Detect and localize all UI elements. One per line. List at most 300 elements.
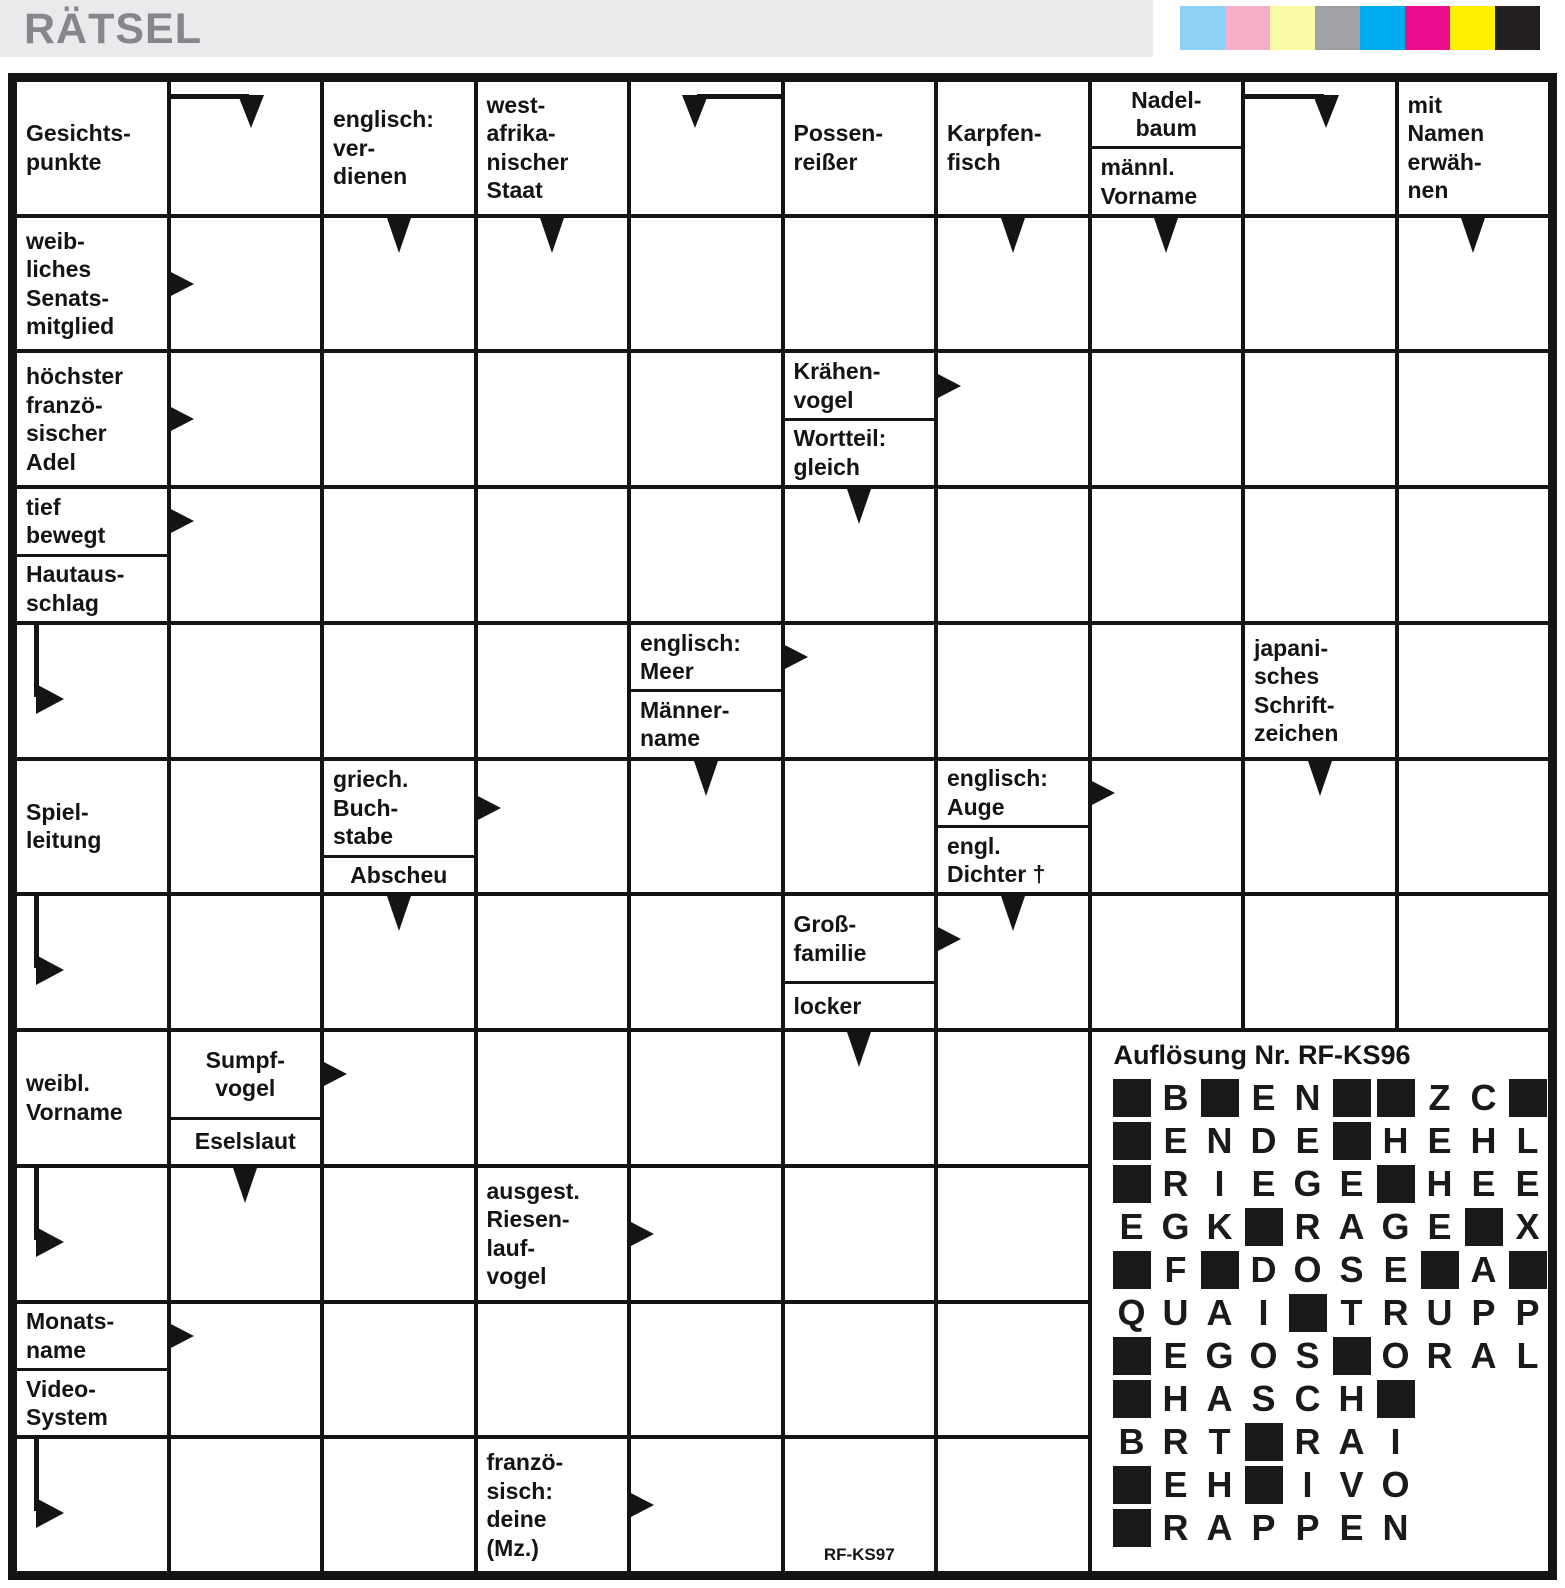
answer-cell[interactable] [476,894,630,1030]
solution-slot [1242,1162,1286,1205]
solution-slot [1330,1076,1374,1119]
solution-slot [1154,1205,1198,1248]
answer-cell[interactable] [783,1030,937,1166]
solution-letter: E [1163,1334,1188,1376]
clue-text: Gesichts- [26,120,131,147]
solution-block [1333,1337,1371,1375]
solution-letter: C [1294,1377,1321,1419]
solution-empty-slot [1506,1463,1550,1506]
solution-slot [1242,1334,1286,1377]
header-bar [0,0,1565,57]
solution-slot [1198,1463,1242,1506]
solution-letter: T [1208,1420,1231,1462]
answer-cell[interactable] [936,623,1090,759]
puzzle-id-label: RF-KS97 [823,1545,895,1564]
clue-text: Adel [26,448,76,475]
solution-letter: R [1162,1420,1189,1462]
solution-block [1245,1466,1283,1504]
solution-block [1509,1251,1547,1289]
solution-slot [1154,1162,1198,1205]
solution-slot [1198,1076,1242,1119]
solution-slot [1154,1291,1198,1334]
solution-slot [1462,1205,1506,1248]
solution-block [1113,1251,1151,1289]
answer-cell[interactable] [629,759,783,895]
clue-text: west- [486,91,546,118]
bent-arrow-icon [1313,95,1339,128]
answer-cell[interactable] [15,623,169,759]
answer-cell[interactable] [629,216,783,352]
clue-text: mitglied [26,313,115,340]
clue-text: tief [26,493,61,520]
answer-cell[interactable] [322,1030,476,1166]
solution-slot [1286,1119,1330,1162]
clue-text: höchster [26,363,124,390]
clue-text: weibl. [26,1070,90,1097]
solution-slot [1110,1119,1154,1162]
solution-letter: I [1258,1291,1269,1333]
clue-text: vogel [215,1075,276,1102]
clue-text: Wortteil: [793,425,887,452]
solution-letter: I [1214,1162,1225,1204]
answer-cell[interactable] [169,80,323,216]
solution-slot [1242,1076,1286,1119]
solution-slot [1462,1334,1506,1377]
answer-cell[interactable] [169,894,323,1030]
answer-cell[interactable] [629,894,783,1030]
answer-cell[interactable] [1243,759,1397,895]
answer-cell[interactable] [476,351,630,487]
solution-slot [1110,1506,1154,1549]
answer-cell[interactable] [476,216,630,352]
answer-cell[interactable] [322,894,476,1030]
solution-slot [1506,1076,1550,1119]
down-arrow-icon [1153,215,1179,253]
solution-block [1113,1380,1151,1418]
answer-cell[interactable] [783,1166,937,1302]
solution-row [1110,1334,1545,1377]
clue-text: punkte [26,148,102,175]
solution-row [1110,1377,1545,1420]
solution-slot [1154,1119,1198,1162]
solution-letter: O [1249,1334,1278,1376]
bent-arrow-icon [169,94,250,99]
answer-cell[interactable] [15,894,169,1030]
solution-slot [1154,1506,1198,1549]
answer-cell[interactable] [629,351,783,487]
solution-slot [1462,1076,1506,1119]
answer-cell[interactable] [322,487,476,623]
right-arrow-icon [934,372,961,400]
answer-cell[interactable] [1243,487,1397,623]
answer-cell[interactable] [322,623,476,759]
clue-text: Vorname [1100,182,1198,209]
solution-slot [1198,1420,1242,1463]
down-arrow-icon [1460,215,1486,253]
answer-cell[interactable] [783,1437,937,1573]
clue-text: fisch [947,148,1001,175]
solution-letter: H [1206,1463,1233,1505]
clue-text: familie [793,939,867,966]
solution-slot [1154,1420,1198,1463]
solution-letter: S [1251,1377,1276,1419]
clue-text: name [640,725,701,752]
right-arrow-icon [934,925,961,953]
clue-part [324,82,474,214]
solution-slot [1418,1119,1462,1162]
solution-letter: G [1161,1205,1190,1247]
solution-slot [1374,1205,1418,1248]
down-arrow-icon [846,1029,872,1067]
solution-row [1110,1162,1545,1205]
solution-slot [1418,1162,1462,1205]
clue-text: sches [1254,663,1320,690]
solution-block [1113,1509,1151,1547]
clue-text: Vorname [26,1098,123,1125]
clue-part [1092,82,1242,146]
solution-letter: P [1251,1506,1276,1548]
solution-letter: L [1516,1334,1539,1376]
solution-letter: Q [1117,1291,1146,1333]
answer-cell[interactable] [1397,623,1551,759]
down-arrow-icon [846,486,872,524]
answer-cell[interactable] [936,1302,1090,1438]
answer-cell[interactable] [476,759,630,895]
solution-slot [1462,1248,1506,1291]
clue-part [17,82,167,214]
clue-part [324,855,474,892]
solution-letter: S [1339,1248,1364,1290]
solution-letter: G [1205,1334,1234,1376]
down-arrow-icon [386,893,412,931]
bent-arrow-icon [36,684,64,714]
clue-text: Nadel- [1131,86,1202,113]
bent-arrow-icon [1243,94,1324,99]
clue-part [17,489,167,553]
color-swatch [1405,6,1450,50]
solution-empty-slot [1418,1377,1462,1420]
solution-block [1201,1079,1239,1117]
answer-cell[interactable] [783,1302,937,1438]
answer-cell[interactable] [169,1437,323,1573]
color-swatch [1180,6,1225,50]
answer-cell[interactable] [936,1030,1090,1166]
solution-slot [1286,1162,1330,1205]
answer-cell[interactable] [15,1437,169,1573]
solution-row [1110,1248,1545,1291]
clue-text: baum [1135,115,1197,142]
solution-letter: E [1295,1119,1320,1161]
clue-part [938,825,1088,892]
solution-letter: K [1206,1205,1233,1247]
clue-part [17,554,167,621]
solution-slot [1286,1463,1330,1506]
clue-cell [169,1030,323,1166]
bent-arrow-icon [36,1498,64,1528]
answer-cell[interactable] [936,1437,1090,1573]
solution-slot [1286,1420,1330,1463]
color-swatch [1225,6,1270,50]
clue-text: nischer [486,148,569,175]
solution-letter: N [1382,1506,1409,1548]
bent-arrow-icon [238,95,264,128]
clue-part [171,1032,321,1116]
solution-letter: A [1470,1334,1497,1376]
solution-letter: G [1381,1205,1410,1247]
clue-text: engl. [947,832,1001,859]
solution-letter: N [1294,1076,1321,1118]
answer-cell[interactable] [476,487,630,623]
clue-text: Hautaus- [26,561,125,588]
clue-part [17,1304,167,1368]
clue-text: bewegt [26,522,106,549]
answer-cell[interactable] [1090,623,1244,759]
answer-cell[interactable] [1397,759,1551,895]
clue-text: vogel [793,386,854,413]
right-arrow-icon [167,270,194,298]
answer-cell[interactable] [936,487,1090,623]
solution-letter: E [1163,1119,1188,1161]
clue-part [785,82,935,214]
clue-text: Auge [947,793,1005,820]
clue-text: weib- [26,227,85,254]
answer-cell[interactable] [783,216,937,352]
solution-row [1110,1463,1545,1506]
answer-cell[interactable] [476,1030,630,1166]
clue-text: Schrift- [1254,691,1335,718]
answer-cell[interactable] [322,216,476,352]
answer-cell[interactable] [936,216,1090,352]
answer-cell[interactable] [629,1302,783,1438]
solution-letter: D [1250,1248,1277,1290]
answer-cell[interactable] [783,487,937,623]
solution-letter: P [1515,1291,1540,1333]
solution-letter: B [1118,1420,1145,1462]
answer-cell[interactable] [629,80,783,216]
clue-text: deine [486,1506,547,1533]
solution-letter: Z [1428,1076,1451,1118]
solution-block [1113,1079,1151,1117]
solution-block [1421,1251,1459,1289]
solution-block [1201,1251,1239,1289]
clue-text: Krähen- [793,358,881,385]
clue-text: nen [1407,177,1449,204]
answer-cell[interactable] [1243,351,1397,487]
clue-text: englisch: [333,106,434,133]
clue-part [938,82,1088,214]
solution-slot [1242,1463,1286,1506]
answer-cell[interactable] [1397,894,1551,1030]
clue-text: (Mz.) [486,1534,539,1561]
solution-letter: R [1162,1162,1189,1204]
answer-cell[interactable] [1397,487,1551,623]
solution-letter: E [1119,1205,1144,1247]
answer-cell[interactable] [1090,216,1244,352]
clue-part [478,1439,628,1571]
clue-text: Dichter † [947,861,1046,888]
answer-cell[interactable] [1090,894,1244,1030]
clue-part [785,353,935,417]
solution-slot [1110,1248,1154,1291]
solution-slot [1198,1119,1242,1162]
clue-text: Senats- [26,284,110,311]
solution-letter: R [1294,1205,1321,1247]
clue-text: Groß- [793,911,857,938]
solution-block [1245,1423,1283,1461]
clue-text: schlag [26,589,99,616]
solution-row [1110,1420,1545,1463]
solution-slot [1286,1291,1330,1334]
down-arrow-icon [386,215,412,253]
solution-letter: E [1339,1162,1364,1204]
clue-cell [783,894,937,1030]
color-swatch [1270,6,1315,50]
answer-cell[interactable] [629,487,783,623]
clue-text: Spiel- [26,798,89,825]
right-arrow-icon [167,1322,194,1350]
color-swatch [1315,6,1360,50]
clue-part [785,896,935,980]
answer-cell[interactable] [322,351,476,487]
solution-slot [1110,1291,1154,1334]
clue-cell [15,1302,169,1438]
answer-cell[interactable] [1090,351,1244,487]
clue-text: leitung [26,827,102,854]
down-arrow-icon [1000,215,1026,253]
solution-slot [1110,1162,1154,1205]
solution-slot [1242,1291,1286,1334]
clue-text: Abscheu [350,862,448,888]
answer-cell[interactable] [169,623,323,759]
clue-text: lauf- [486,1234,536,1261]
answer-cell[interactable] [936,894,1090,1030]
color-swatch [1495,6,1540,50]
answer-cell[interactable] [1090,487,1244,623]
clue-text: Staat [486,177,543,204]
down-arrow-icon [539,215,565,253]
answer-cell[interactable] [322,1437,476,1573]
solution-slot [1154,1076,1198,1119]
answer-cell[interactable] [322,1166,476,1302]
clue-part [17,353,167,485]
answer-cell[interactable] [1243,216,1397,352]
solution-slot [1462,1291,1506,1334]
solution-letter: R [1426,1334,1453,1376]
clue-part [1092,146,1242,213]
solution-box [1090,1030,1551,1573]
page-title: RÄTSEL [24,5,202,53]
solution-slot [1110,1076,1154,1119]
clue-cell [476,1437,630,1573]
answer-cell[interactable] [1397,351,1551,487]
clue-cell [15,1030,169,1166]
answer-cell[interactable] [783,759,937,895]
clue-part [17,218,167,350]
clue-cell [476,1166,630,1302]
solution-letter: E [1383,1248,1408,1290]
solution-slot [1330,1205,1374,1248]
clue-cell [15,80,169,216]
solution-letter: A [1206,1291,1233,1333]
clue-text: erwäh- [1407,148,1482,175]
solution-slot [1374,1119,1418,1162]
solution-letter: E [1251,1162,1276,1204]
answer-cell[interactable] [936,1166,1090,1302]
clue-cell [629,623,783,759]
solution-slot [1110,1205,1154,1248]
solution-letter: E [1427,1205,1452,1247]
clue-cell [322,759,476,895]
solution-letter: A [1470,1248,1497,1290]
solution-slot [1418,1248,1462,1291]
solution-letter: R [1294,1420,1321,1462]
color-swatch [1360,6,1405,50]
clue-text: englisch: [640,629,741,656]
answer-cell[interactable] [15,1166,169,1302]
answer-cell[interactable] [1243,894,1397,1030]
clue-text: name [26,1336,87,1363]
solution-slot [1242,1377,1286,1420]
answer-cell[interactable] [169,1166,323,1302]
clue-text: griech. [333,766,409,793]
clue-cell [476,80,630,216]
solution-letter: H [1470,1119,1497,1161]
solution-letter: R [1382,1291,1409,1333]
solution-slot [1286,1334,1330,1377]
answer-cell[interactable] [476,1302,630,1438]
solution-letter: O [1381,1463,1410,1505]
answer-cell[interactable] [1397,216,1551,352]
answer-cell[interactable] [476,623,630,759]
clue-part [17,1368,167,1435]
solution-slot [1286,1076,1330,1119]
down-arrow-icon [693,758,719,796]
solution-empty-slot [1462,1506,1506,1549]
clue-cell [15,759,169,895]
solution-block [1113,1466,1151,1504]
solution-letter: A [1338,1205,1365,1247]
solution-slot [1506,1162,1550,1205]
clue-part [17,761,167,893]
clue-text: franzö- [26,391,103,418]
down-arrow-icon [1307,758,1333,796]
solution-slot [1374,1291,1418,1334]
solution-slot [1110,1463,1154,1506]
answer-cell[interactable] [629,1030,783,1166]
clue-cell [1397,80,1551,216]
solution-letter: X [1515,1205,1540,1247]
solution-slot [1242,1205,1286,1248]
solution-slot [1506,1291,1550,1334]
solution-empty-slot [1462,1463,1506,1506]
solution-empty-slot [1506,1420,1550,1463]
answer-cell[interactable] [1243,80,1397,216]
clue-part [17,1032,167,1164]
clue-text: dienen [333,163,408,190]
solution-letter: F [1164,1248,1187,1290]
clue-text: Riesen- [486,1206,570,1233]
clue-text: liches [26,256,92,283]
solution-letter: E [1471,1162,1496,1204]
answer-cell[interactable] [169,759,323,895]
solution-block [1377,1079,1415,1117]
solution-letter: R [1162,1506,1189,1548]
right-arrow-icon [474,794,501,822]
answer-cell[interactable] [322,1302,476,1438]
solution-letter: D [1250,1119,1277,1161]
solution-letter: P [1471,1291,1496,1333]
solution-slot [1330,1248,1374,1291]
